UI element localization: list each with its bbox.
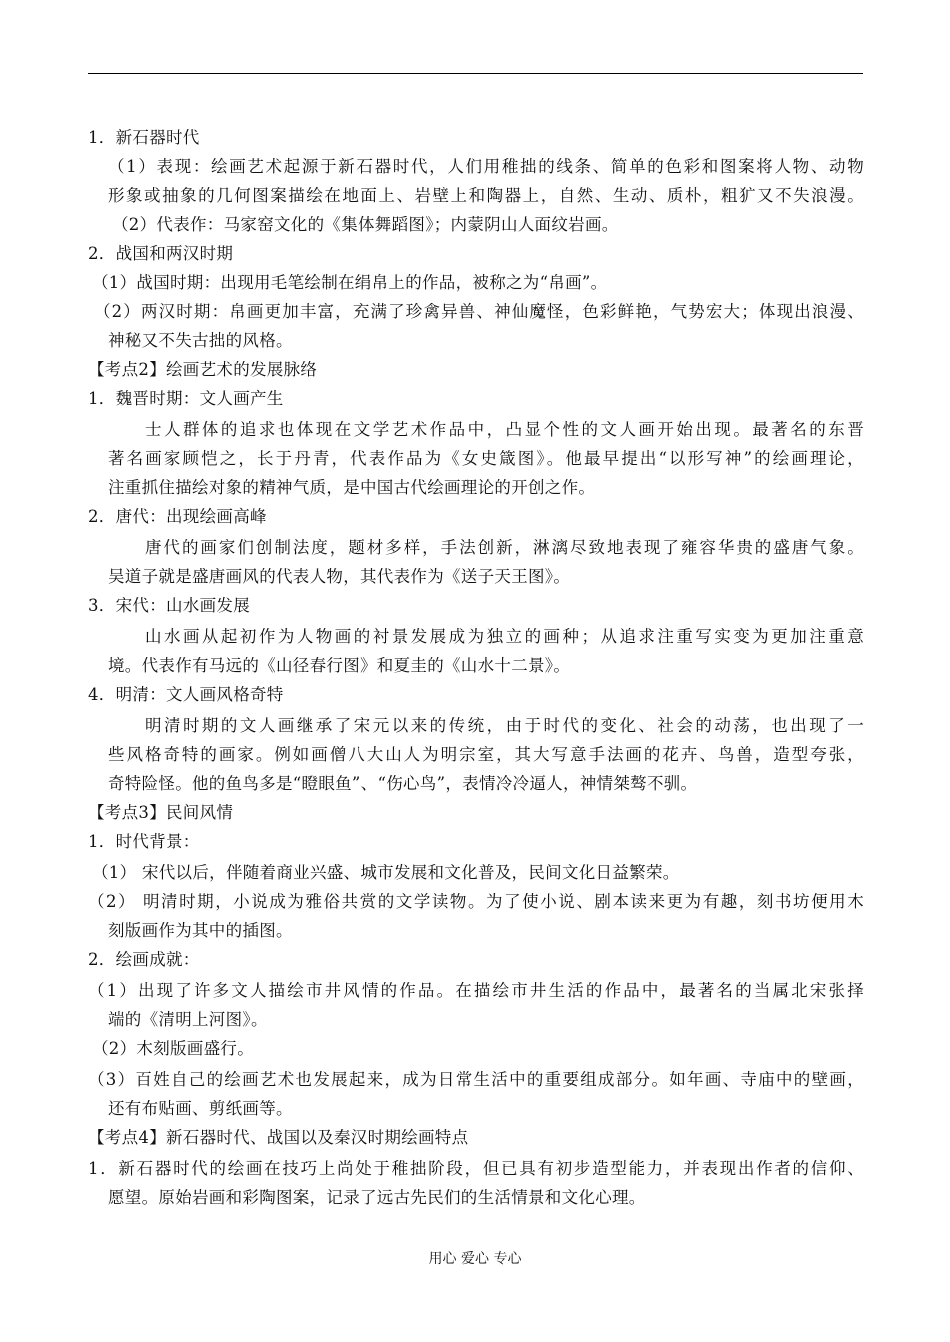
- text-line: 著名画家顾恺之，长于丹青，代表作品为《女史箴图》。他最早提出“以形写神”的绘画理论，: [108, 449, 864, 468]
- text-line: （1）战国时期：出现用毛笔绘制在绢帛上的作品，被称之为“帛画”。: [92, 273, 608, 292]
- text-line: 奇特险怪。他的鱼鸟多是“瞪眼鱼”、“伤心鸟”，表情冷冷逼人，神情桀骜不驯。: [108, 774, 698, 793]
- heading-background: 1．时代背景：: [88, 832, 200, 851]
- text-line: （1）表现：绘画艺术起源于新石器时代，人们用稚拙的线条、简单的色彩和图案将人物、动物: [108, 157, 864, 176]
- text-line: 神秘又不失古拙的风格。: [108, 331, 293, 350]
- heading-wei-jin: 1．魏晋时期：文人画产生: [88, 389, 284, 408]
- heading-ming-qing: 4．明清：文人画风格奇特: [88, 685, 284, 704]
- text-line: 吴道子就是盛唐画风的代表人物，其代表作为《送子天王图》。: [108, 567, 571, 586]
- heading-achievements: 2．绘画成就：: [88, 950, 200, 969]
- text-line: 形象或抽象的几何图案描绘在地面上、岩壁上和陶器上，自然、生动、质朴，粗犷又不失浪漫。: [108, 186, 864, 205]
- text-line: （2）代表作：马家窑文化的《集体舞蹈图》；内蒙阴山人面纹岩画。: [112, 215, 619, 234]
- text-line: 境。代表作有马远的《山径春行图》和夏圭的《山水十二景》。: [108, 656, 571, 675]
- text-line: （2）两汉时期：帛画更加丰富，充满了珍禽异兽、神仙魔怪，色彩鲜艳，气势宏大；体现出浪漫、: [94, 302, 864, 321]
- page-footer: 用心 爱心 专心: [428, 1251, 522, 1267]
- heading-neolithic: 1．新石器时代: [88, 128, 200, 147]
- text-line: 山水画从起初作为人物画的衬景发展成为独立的画种；从追求注重写实变为更加注重意: [145, 627, 864, 646]
- text-line: 明清时期的文人画继承了宋元以来的传统，由于时代的变化、社会的动荡，也出现了一: [145, 716, 864, 735]
- text-line: 注重抓住描绘对象的精神气质，是中国古代绘画理论的开创之作。: [108, 478, 596, 497]
- header-rule: [88, 73, 863, 74]
- text-line: （2）木刻版画盛行。: [92, 1039, 254, 1058]
- text-line: 端的《清明上河图》。: [108, 1010, 268, 1029]
- text-line: （1） 宋代以后，伴随着商业兴盛、城市发展和文化普及，民间文化日益繁荣。: [92, 863, 680, 882]
- section-heading-kaodian-4: 【考点4】新石器时代、战国以及秦汉时期绘画特点: [88, 1128, 469, 1147]
- text-line: 刻版画作为其中的插图。: [108, 921, 293, 940]
- text-line: 唐代的画家们创制法度，题材多样，手法创新，淋漓尽致地表现了雍容华贵的盛唐气象。: [145, 538, 864, 557]
- section-heading-kaodian-2: 【考点2】绘画艺术的发展脉络: [88, 360, 318, 379]
- text-line: 士人群体的追求也体现在文学艺术作品中，凸显个性的文人画开始出现。最著名的东晋: [145, 420, 864, 439]
- text-line: 些风格奇特的画家。例如画僧八大山人为明宗室，其大写意手法画的花卉、鸟兽，造型夸张，: [108, 745, 864, 764]
- text-line: （3）百姓自己的绘画艺术也发展起来，成为日常生活中的重要组成部分。如年画、寺庙中的壁画，: [88, 1070, 864, 1089]
- heading-warring-states: 2．战国和两汉时期: [88, 244, 234, 263]
- section-heading-kaodian-3: 【考点3】民间风情: [88, 803, 234, 822]
- heading-song: 3．宋代：山水画发展: [88, 596, 250, 615]
- heading-tang: 2．唐代：出现绘画高峰: [88, 507, 267, 526]
- text-line: 愿望。原始岩画和彩陶图案，记录了远古先民们的生活情景和文化心理。: [108, 1188, 646, 1207]
- text-line: 还有布贴画、剪纸画等。: [108, 1099, 293, 1118]
- text-line: （2） 明清时期，小说成为雅俗共赏的文学读物。为了使小说、剧本读来更为有趣，刻书坊便用木: [88, 892, 864, 911]
- text-line: （1）出现了许多文人描绘市井风情的作品。在描绘市井生活的作品中，最著名的当属北宋张择: [88, 981, 864, 1000]
- text-line: 1．新石器时代的绘画在技巧上尚处于稚拙阶段，但已具有初步造型能力，并表现出作者的信仰、: [88, 1159, 864, 1178]
